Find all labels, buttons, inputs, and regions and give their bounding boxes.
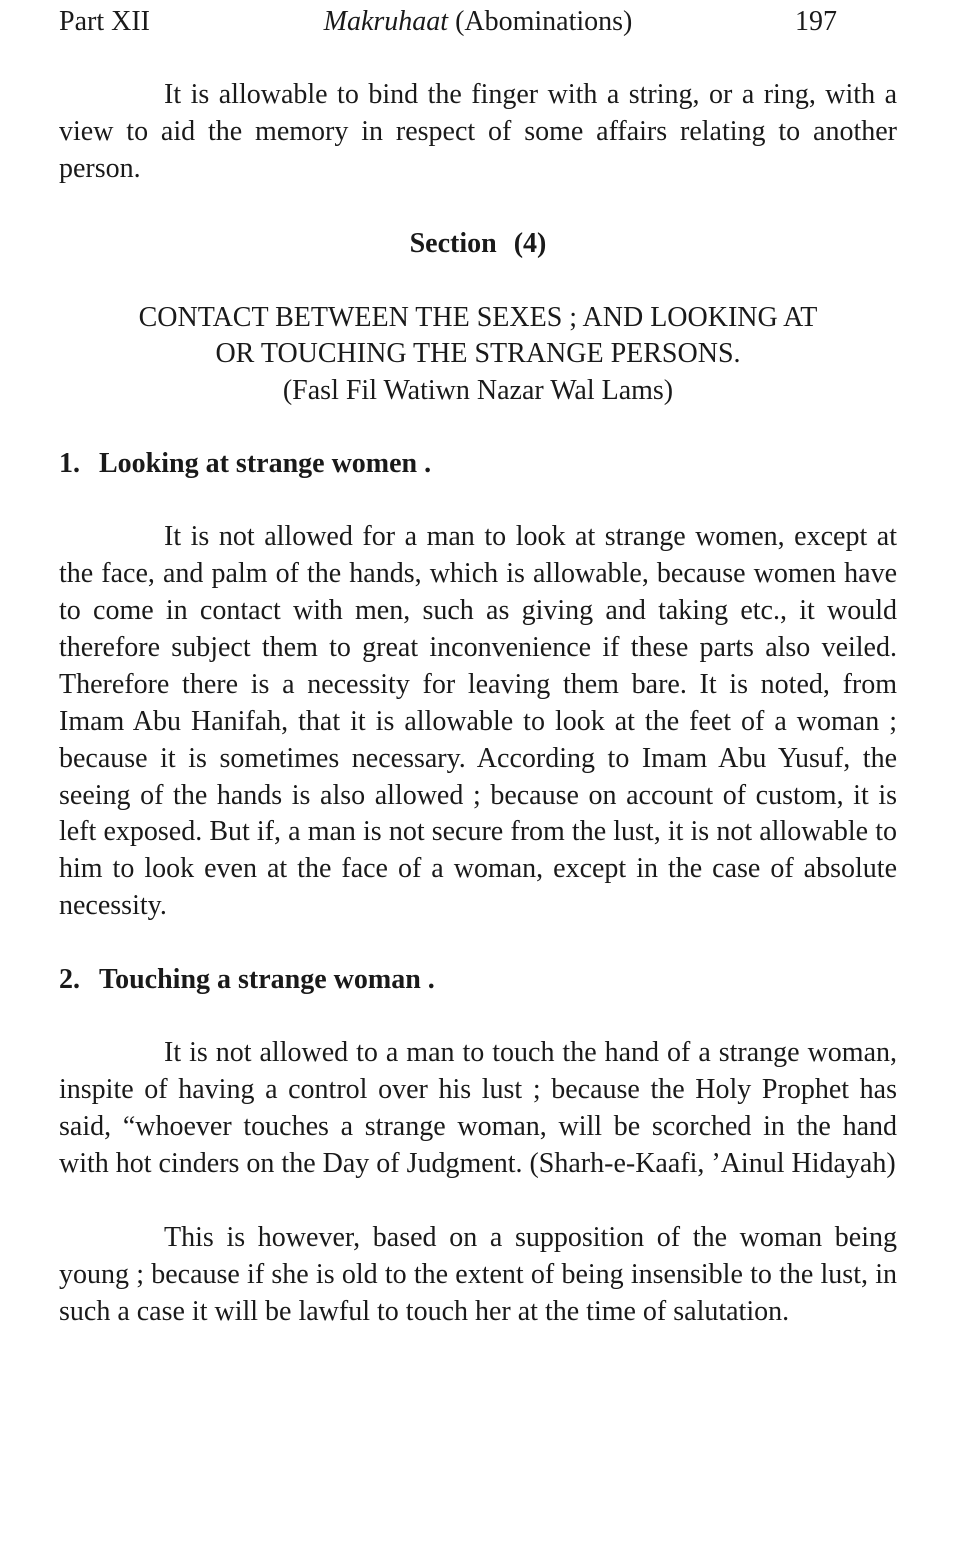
item-heading-1 bbox=[59, 446, 897, 482]
chapter-title bbox=[59, 2, 897, 42]
item-heading-2 bbox=[59, 962, 897, 998]
item-heading-text-2: Touching a strange woman . bbox=[99, 964, 435, 996]
section-label: Section (4) bbox=[409, 227, 547, 259]
paragraph-looking: It is not allowed for a man to look at strange women, except at the face, and palm of the hands, which is allowable, because women have to come in contact with men, such as giving and taking etc., it would therefore subject them to great inconvenience if these parts also veiled. Therefore there is a necessity for leaving them bare. It is noted, from Imam Abu Hanifah, that it is allowable to look at the feet of a woman ; because it is sometimes necessary. According to Imam Abu Yusuf, the seeing of the hands is also allowed ; because on account of custom, it is left exposed. But if, a man is not secure from the lust, it is not allowable to him to look even at the face of a woman, except in the case of absolute necessity. bbox=[59, 521, 897, 922]
intro-paragraph: It is allowable to bind the finger with a string, or a ring, with a view to aid the memory in respect of some affairs relating to another person. bbox=[59, 79, 897, 184]
chapter-title-rest: (Abominations) bbox=[455, 6, 633, 37]
item-number-2: 2. bbox=[59, 964, 80, 996]
section-title-line-2: OR TOUCHING THE STRANGE PERSONS. bbox=[215, 338, 741, 370]
page-number: 197 bbox=[795, 6, 837, 37]
part-label: Part XII bbox=[59, 6, 150, 37]
item-heading-text-1: Looking at strange women . bbox=[99, 448, 432, 480]
running-header bbox=[59, 2, 897, 42]
paragraph-touching: It is not allowed to a man to touch the hand of a strange woman, inspite of having a control over his lust ; because the Holy Prophet has said, “whoever touches a strange woman, will be scorched in the hand with hot cinders on the Day of Judgment. (Sharh-e-Kaafi, ’Ainul Hidayah) bbox=[59, 1037, 897, 1179]
book-page bbox=[59, 0, 897, 1331]
section-title-block bbox=[59, 300, 897, 410]
chapter-title-italic: Makruhaat bbox=[323, 6, 449, 37]
item-number-1: 1. bbox=[59, 448, 80, 480]
paragraph-supposition: This is however, based on a supposition of the woman being young ; because if she is old to the extent of being insensible to the lust, in such a case it will be lawful to touch her at the time of salutation. bbox=[59, 1221, 897, 1327]
section-subtitle: (Fasl Fil Watiwn Nazar Wal Lams) bbox=[282, 374, 674, 406]
section-title-line-1: CONTACT BETWEEN THE SEXES ; AND LOOKING AT bbox=[138, 301, 818, 333]
